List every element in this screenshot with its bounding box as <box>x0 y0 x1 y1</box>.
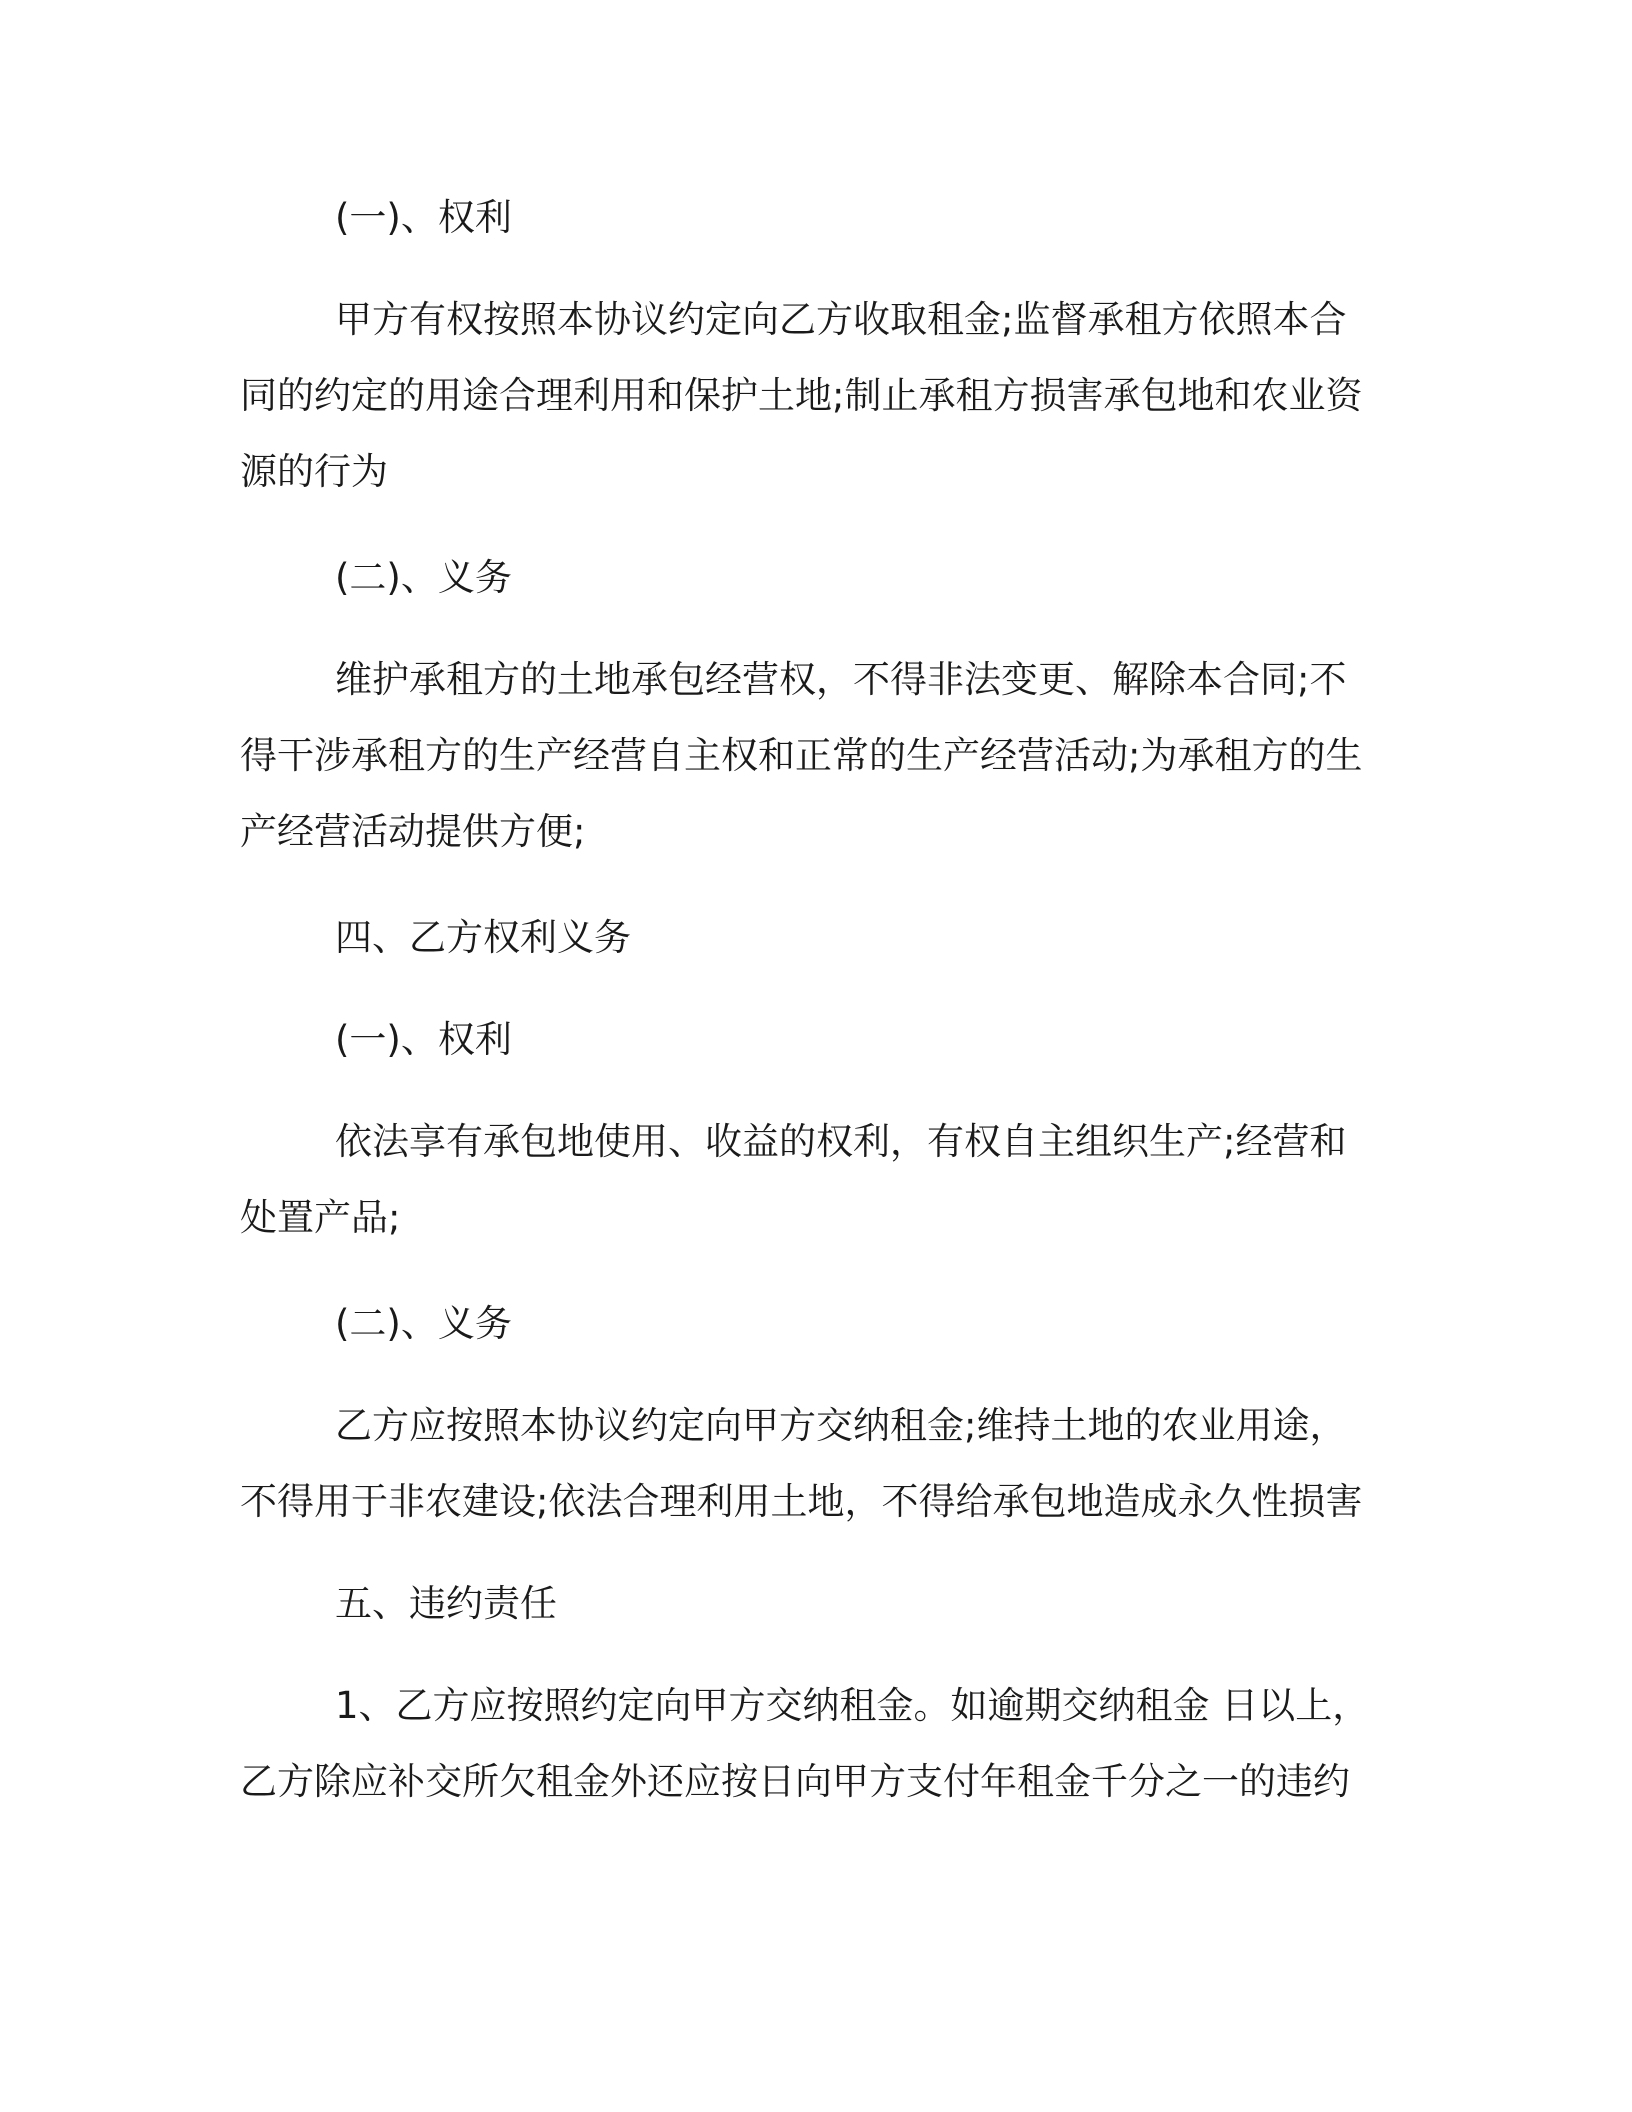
paragraph-line: 乙方除应补交所欠租金外还应按日向甲方支付年租金千分之一的违约 <box>240 1760 1350 1803</box>
paragraph-line: 依法享有承包地使用、收益的权利，有权自主组织生产;经营和 <box>335 1120 1347 1163</box>
paragraph-party-b-obligations <box>240 1388 1363 1540</box>
paragraph-line: 处置产品; <box>240 1196 401 1239</box>
paragraph-party-a-obligations <box>240 642 1363 870</box>
paragraph-line: 乙方应按照本协议约定向甲方交纳租金;维持土地的农业用途， <box>335 1404 1347 1447</box>
paragraph-line: 四、乙方权利义务 <box>335 916 631 959</box>
paragraph-line: 源的行为 <box>240 450 388 493</box>
section-heading-party-b <box>240 900 1360 976</box>
paragraph-line: 得干涉承租方的生产经营自主权和正常的生产经营活动;为承租方的生 <box>240 734 1363 777</box>
paragraph-line: (一)、权利 <box>335 1018 512 1061</box>
paragraph-line: (一)、权利 <box>335 196 512 239</box>
heading-rights-party-a <box>240 180 1360 256</box>
heading-obligations-party-a <box>240 540 1360 616</box>
paragraph-line: 甲方有权按照本协议约定向乙方收取租金;监督承租方依照本合 <box>335 298 1347 341</box>
paragraph-line: 同的约定的用途合理利用和保护土地;制止承租方损害承包地和农业资 <box>240 374 1363 417</box>
paragraph-line: (二)、义务 <box>335 1302 512 1345</box>
heading-rights-party-b <box>240 1002 1360 1078</box>
section-heading-breach <box>240 1566 1360 1642</box>
heading-obligations-party-b <box>240 1286 1360 1362</box>
paragraph-line: 产经营活动提供方便; <box>240 810 586 853</box>
paragraph-line: 五、违约责任 <box>335 1582 557 1625</box>
paragraph-line: 1、乙方应按照约定向甲方交纳租金。如逾期交纳租金 日以上， <box>335 1684 1370 1727</box>
paragraph-party-a-rights <box>240 282 1363 510</box>
paragraph-line: 维护承租方的土地承包经营权，不得非法变更、解除本合同;不 <box>335 658 1347 701</box>
paragraph-line: (二)、义务 <box>335 556 512 599</box>
paragraph-party-b-rights <box>240 1104 1360 1256</box>
paragraph-line: 不得用于非农建设;依法合理利用土地，不得给承包地造成永久性损害 <box>240 1480 1363 1523</box>
paragraph-breach-clause-1 <box>240 1668 1370 1820</box>
